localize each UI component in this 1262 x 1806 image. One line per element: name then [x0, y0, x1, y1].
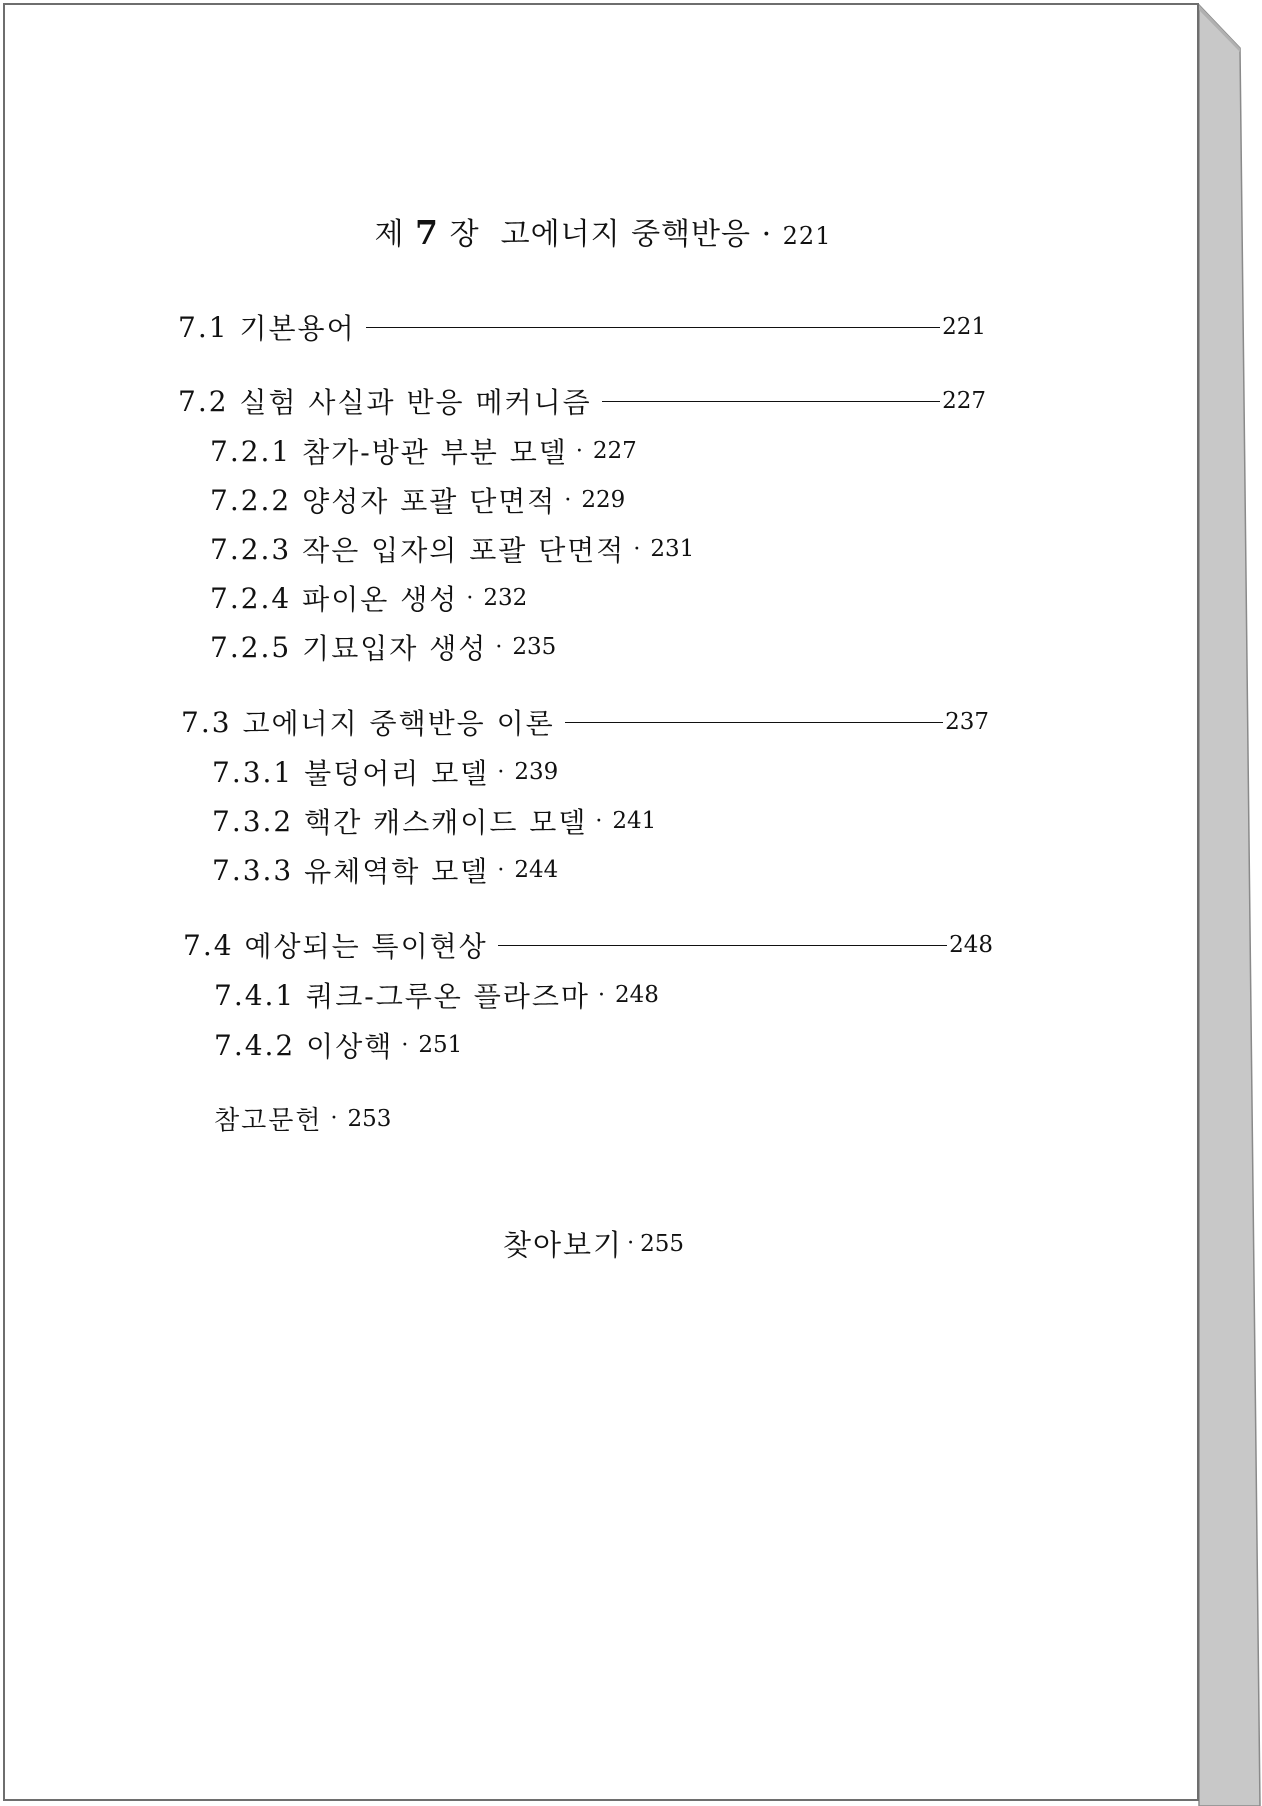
section-page: 237 [945, 709, 989, 735]
separator: · [401, 1032, 411, 1058]
section-title: 기본용어 [239, 312, 356, 345]
toc-subsection-7-4-2[interactable] [214, 1025, 462, 1065]
section-page: 227 [942, 388, 986, 414]
leader-line [498, 945, 947, 946]
separator: · [761, 217, 773, 252]
subsection-number: 7.3.1 [212, 755, 294, 789]
references-title: 참고문헌 [214, 1106, 323, 1136]
subsection-title: 기묘입자 생성 [302, 632, 488, 665]
chapter-name: 고에너지 중핵반응 [500, 217, 752, 252]
toc-section-7-1[interactable] [178, 307, 986, 347]
chapter-number: 7 [415, 213, 440, 252]
subsection-page: 239 [514, 759, 559, 785]
section-page: 221 [942, 314, 986, 340]
separator: · [497, 857, 507, 883]
toc-subsection-7-2-4[interactable] [210, 578, 527, 618]
subsection-page: 235 [512, 634, 557, 660]
subsection-number: 7.2.1 [210, 434, 292, 468]
section-number: 7.2 [178, 384, 229, 418]
separator: · [633, 536, 643, 562]
toc-references[interactable] [214, 1100, 391, 1137]
section-number: 7.4 [183, 928, 234, 962]
toc-subsection-7-3-1[interactable] [212, 752, 558, 792]
toc-section-7-3[interactable] [181, 702, 989, 742]
toc-subsection-7-4-1[interactable] [214, 975, 659, 1015]
subsection-title: 참가-방관 부분 모델 [302, 436, 568, 469]
subsection-number: 7.2.4 [210, 581, 292, 615]
subsection-number: 7.2.2 [210, 483, 292, 517]
separator: · [466, 585, 476, 611]
toc-subsection-7-3-2[interactable] [212, 801, 656, 841]
toc-section-7-2[interactable] [178, 381, 986, 421]
subsection-title: 불덩어리 모델 [304, 757, 490, 790]
toc-subsection-7-2-1[interactable] [210, 431, 637, 471]
toc-subsection-7-2-5[interactable] [210, 627, 556, 667]
subsection-page: 244 [514, 857, 559, 883]
separator: · [330, 1106, 340, 1131]
references-page: 253 [347, 1105, 392, 1132]
separator: · [564, 487, 574, 513]
subsection-title: 이상핵 [306, 1030, 394, 1063]
subsection-page: 227 [592, 438, 637, 464]
subsection-page: 232 [483, 585, 528, 611]
index-title: 찾아보기 [503, 1228, 624, 1262]
subsection-title: 핵간 캐스캐이드 모델 [304, 806, 588, 839]
subsection-number: 7.2.5 [210, 630, 292, 664]
subsection-page: 229 [581, 487, 626, 513]
subsection-number: 7.2.3 [210, 532, 292, 566]
chapter-page: 221 [782, 222, 832, 250]
section-title: 실험 사실과 반응 메커니즘 [239, 386, 592, 419]
toc-subsection-7-2-3[interactable] [210, 529, 694, 569]
separator: · [497, 759, 507, 785]
subsection-page: 248 [614, 982, 659, 1008]
toc-index[interactable] [503, 1223, 684, 1264]
section-number: 7.3 [181, 705, 232, 739]
separator: · [575, 438, 585, 464]
leader-line [602, 401, 940, 402]
subsection-title: 유체역학 모델 [304, 855, 490, 888]
subsection-title: 쿼크-그루온 플라즈마 [306, 980, 590, 1013]
toc-section-7-4[interactable] [183, 925, 993, 965]
index-page: 255 [640, 1230, 684, 1257]
section-page: 248 [949, 932, 993, 958]
chapter-suffix: 장 [449, 217, 480, 252]
subsection-page: 251 [418, 1032, 463, 1058]
toc-subsection-7-2-2[interactable] [210, 480, 625, 520]
leader-line [366, 327, 940, 328]
chapter-title [5, 209, 1201, 253]
subsection-page: 241 [612, 808, 657, 834]
section-number: 7.1 [178, 310, 229, 344]
subsection-number: 7.4.1 [214, 978, 296, 1012]
section-title: 예상되는 특이현상 [244, 930, 488, 963]
subsection-page: 231 [650, 536, 695, 562]
toc-page [3, 3, 1199, 1801]
subsection-title: 양성자 포괄 단면적 [302, 485, 557, 518]
separator: · [495, 634, 505, 660]
subsection-number: 7.4.2 [214, 1028, 296, 1062]
chapter-prefix: 제 [374, 217, 405, 252]
separator: · [595, 808, 605, 834]
separator: · [627, 1231, 637, 1256]
subsection-title: 파이온 생성 [302, 583, 459, 616]
subsection-number: 7.3.3 [212, 853, 294, 887]
separator: · [597, 982, 607, 1008]
section-title: 고에너지 중핵반응 이론 [242, 707, 555, 740]
toc-subsection-7-3-3[interactable] [212, 850, 558, 890]
subsection-number: 7.3.2 [212, 804, 294, 838]
leader-line [565, 722, 943, 723]
subsection-title: 작은 입자의 포괄 단면적 [302, 534, 626, 567]
